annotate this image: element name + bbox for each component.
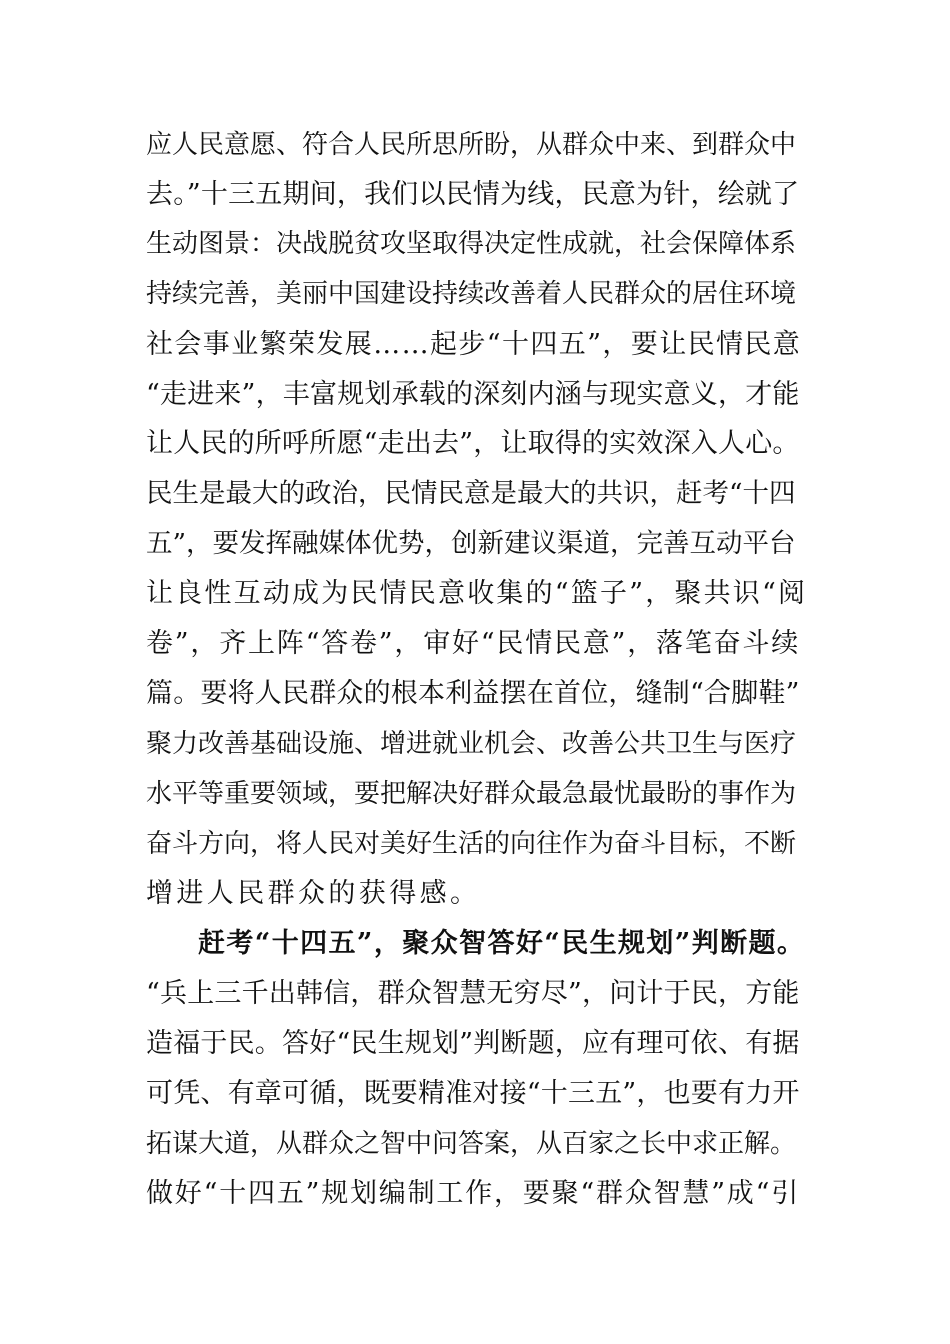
body-line: 水平等重要领域，要把解决好群众最急最忧最盼的事作为 bbox=[146, 779, 797, 809]
body-line: 五”，要发挥融媒体优势，创新建议渠道，完善互动平台 bbox=[146, 528, 796, 559]
body-line: 应人民意愿、符合人民所思所盼，从群众中来、到群众中 bbox=[146, 130, 797, 160]
body-line: 造福于民。答好“民生规划”判断题，应有理可依、有据 bbox=[146, 1028, 800, 1059]
body-line: 让人民的所呼所愿“走出去”，让取得的实效深入人心。 bbox=[146, 428, 800, 459]
body-line: 聚力改善基础设施、增进就业机会、改善公共卫生与医疗 bbox=[146, 729, 797, 759]
body-line: 让良性互动成为民情民意收集的“篮子”，聚共识“阅 bbox=[146, 578, 808, 609]
body-line: 生动图景：决战脱贫攻坚取得决定性成就，社会保障体系 bbox=[146, 229, 797, 259]
body-line: 奋斗方向，将人民对美好生活的向往作为奋斗目标，不断 bbox=[146, 829, 797, 859]
body-line: 可凭、有章可循，既要精准对接“十三五”，也要有力开 bbox=[146, 1078, 800, 1109]
body-line: 篇。要将人民群众的根本利益摆在首位，缝制“合脚鞋” bbox=[146, 678, 800, 709]
body-line: 卷”，齐上阵“答卷”，审好“民情民意”，落笔奋斗续 bbox=[146, 628, 801, 659]
body-line: 民生是最大的政治，民情民意是最大的共识，赶考“十四 bbox=[146, 478, 796, 509]
body-line: 持续完善，美丽中国建设持续改善着人民群众的居住环境 bbox=[146, 279, 797, 309]
body-line: 拓谋大道，从群众之智中问答案，从百家之长中求正解。 bbox=[146, 1129, 797, 1159]
section-heading: 赶考“十四五”，聚众智答好“民生规划”判断题。 bbox=[198, 928, 806, 959]
body-line: “兵上三千出韩信，群众智慧无穷尽”，问计于民，方能 bbox=[146, 978, 800, 1009]
body-line: “走进来”，丰富规划承载的深刻内涵与现实意义，才能 bbox=[146, 379, 800, 410]
body-line: 去。”十三五期间，我们以民情为线，民意为针，绘就了 bbox=[146, 179, 800, 210]
body-line: 做好“十四五”规划编制工作，要聚“群众智慧”成“引 bbox=[146, 1178, 801, 1209]
body-line: 增进人民群众的获得感。 bbox=[146, 878, 481, 909]
body-line: 社会事业繁荣发展……起步“十四五”，要让民情民意 bbox=[146, 329, 802, 360]
